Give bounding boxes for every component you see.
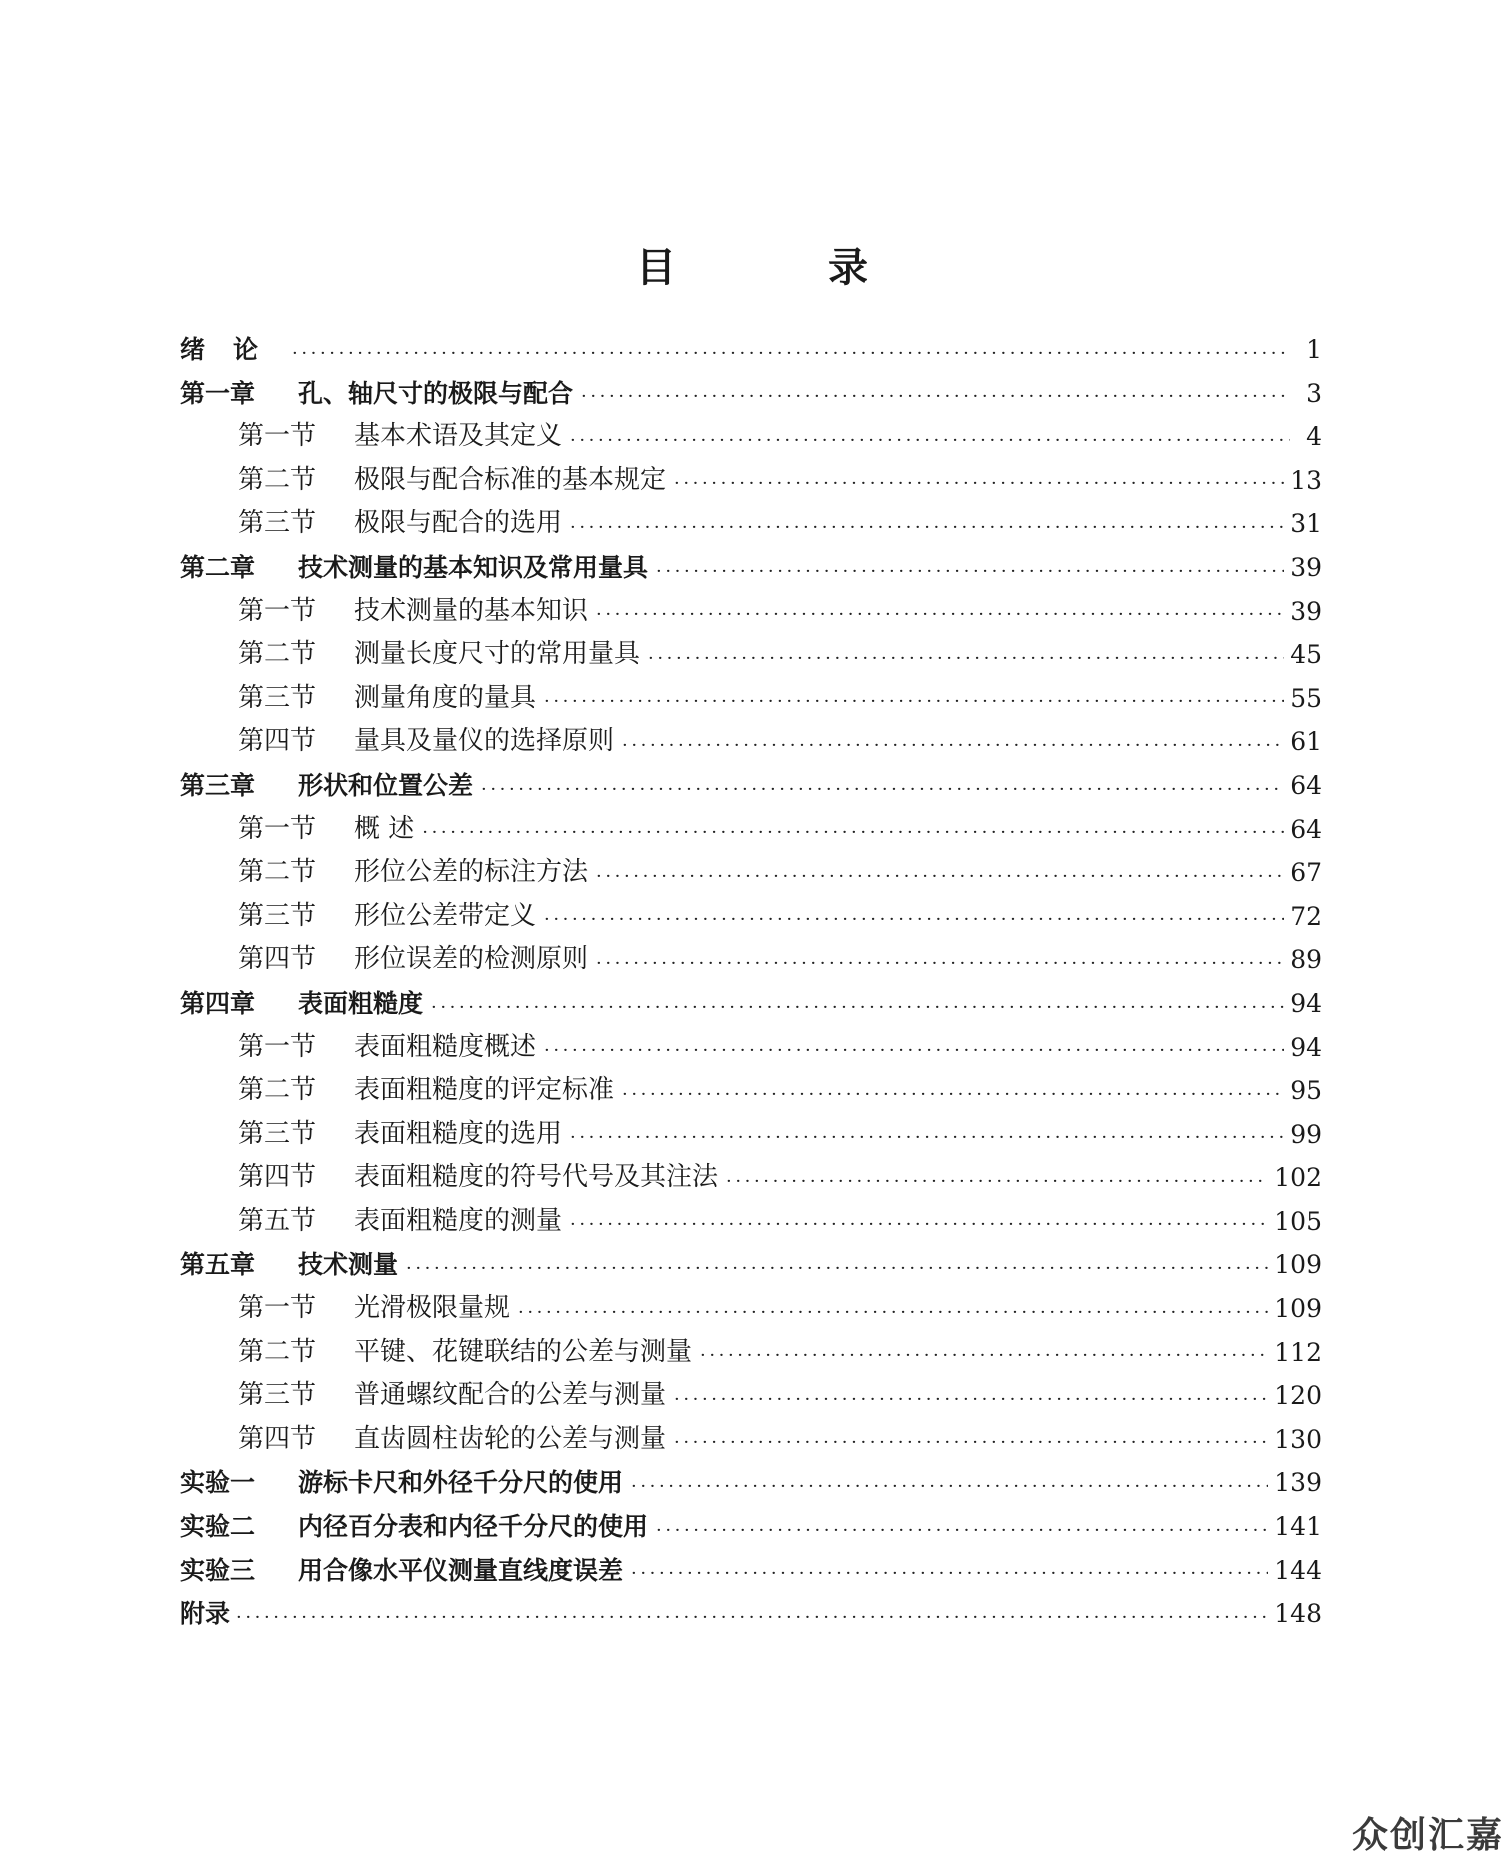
dot-leader (674, 1418, 1268, 1462)
entry-page-number: 55 (1290, 683, 1322, 713)
entry-page-number: 4 (1306, 422, 1322, 452)
toc-entry-appendix[interactable] (180, 1592, 1322, 1636)
entry-label: 实验一 (180, 1468, 256, 1498)
toc-entry-section[interactable] (180, 1331, 1322, 1375)
dot-leader (236, 1592, 1268, 1636)
entry-heading: 测量角度的量具 (354, 682, 537, 713)
toc-entry-section[interactable] (180, 720, 1322, 764)
entry-page-number: 61 (1290, 727, 1322, 757)
entry-heading: 形位误差的检测原则 (354, 944, 589, 975)
entry-page-number: 64 (1290, 770, 1322, 800)
dot-leader (631, 1461, 1268, 1505)
toc-entry-section[interactable] (180, 1200, 1322, 1244)
toc-entry-section[interactable] (180, 1113, 1322, 1157)
toc-entry-section[interactable] (180, 1156, 1322, 1200)
entry-label: 第三节 (238, 1380, 317, 1411)
entry-page-number: 1 (1306, 335, 1322, 364)
dot-leader (570, 415, 1290, 459)
entry-label: 第三节 (238, 682, 317, 713)
dot-leader (544, 895, 1284, 939)
entry-page-number: 109 (1274, 1294, 1322, 1324)
entry-heading: 极限与配合标准的基本规定 (354, 464, 667, 495)
entry-page-number: 94 (1290, 1032, 1322, 1062)
entry-heading: 游标卡尺和外径千分尺的使用 (298, 1468, 624, 1498)
entry-label: 第三节 (238, 508, 317, 539)
dot-leader (544, 1026, 1284, 1070)
entry-page-number: 3 (1306, 378, 1322, 408)
entry-heading: 直齿圆柱齿轮的公差与测量 (354, 1423, 667, 1454)
entry-label: 第三章 (180, 770, 256, 800)
entry-heading: 测量长度尺寸的常用量具 (354, 639, 641, 670)
entry-page-number: 130 (1274, 1424, 1322, 1454)
dot-leader (656, 546, 1284, 590)
toc-entry-section[interactable] (180, 459, 1322, 503)
entry-label: 第四节 (238, 1423, 317, 1454)
entry-heading: 内径百分表和内径千分尺的使用 (298, 1512, 649, 1542)
entry-label: 第五节 (238, 1205, 317, 1236)
entry-label: 第二节 (238, 639, 317, 670)
toc-entry-section[interactable] (180, 1026, 1322, 1070)
entry-heading: 表面粗糙度 (298, 988, 424, 1018)
entry-page-number: 112 (1274, 1337, 1322, 1367)
entry-heading: 形状和位置公差 (298, 770, 474, 800)
dot-leader (431, 982, 1284, 1026)
entry-label: 第四节 (238, 944, 317, 975)
entry-page-number: 64 (1290, 814, 1322, 844)
dot-leader (622, 720, 1284, 764)
entry-page-number: 95 (1290, 1076, 1322, 1106)
toc-entry-section[interactable] (180, 1418, 1322, 1462)
entry-label: 第四节 (238, 1162, 317, 1193)
page-title: 目 录 (636, 245, 924, 291)
entry-label: 第三节 (238, 900, 317, 931)
entry-page-number: 109 (1274, 1250, 1322, 1280)
toc-entry-chapter[interactable] (180, 1461, 1322, 1505)
entry-page-number: 67 (1290, 858, 1322, 888)
toc-entry-chapter[interactable] (180, 546, 1322, 590)
entry-page-number: 105 (1274, 1206, 1322, 1236)
toc-entry-section[interactable] (180, 633, 1322, 677)
dot-leader (656, 1505, 1268, 1549)
entry-label: 第二节 (238, 1336, 317, 1367)
entry-page-number: 31 (1290, 509, 1322, 539)
table-of-contents (180, 328, 1322, 1636)
entry-page-number: 45 (1290, 640, 1322, 670)
toc-entry-section[interactable] (180, 677, 1322, 721)
watermark: 众创汇嘉 (1351, 1815, 1504, 1856)
toc-entry-section[interactable] (180, 590, 1322, 634)
toc-entry-chapter[interactable] (180, 372, 1322, 416)
entry-page-number: 139 (1274, 1468, 1322, 1498)
entry-heading: 表面粗糙度的测量 (354, 1205, 563, 1236)
entry-heading: 技术测量的基本知识 (354, 595, 589, 626)
toc-entry-section[interactable] (180, 808, 1322, 852)
entry-heading: 表面粗糙度概述 (354, 1031, 537, 1062)
entry-label: 第一节 (238, 595, 317, 626)
entry-heading: 平键、花键联结的公差与测量 (354, 1336, 693, 1367)
entry-page-number: 89 (1290, 945, 1322, 975)
entry-heading: 技术测量 (298, 1250, 399, 1280)
entry-label: 实验三 (180, 1555, 256, 1585)
entry-label: 绪论 (180, 335, 287, 364)
entry-label: 第四节 (238, 726, 317, 757)
dot-leader (518, 1287, 1268, 1331)
entry-heading: 普通螺纹配合的公差与测量 (354, 1380, 667, 1411)
dot-leader (596, 590, 1284, 634)
toc-entry-intro[interactable] (180, 328, 1322, 372)
toc-entry-chapter[interactable] (180, 1549, 1322, 1593)
toc-entry-chapter[interactable] (180, 982, 1322, 1026)
dot-leader (581, 372, 1290, 416)
toc-entry-section[interactable] (180, 502, 1322, 546)
entry-label: 第一节 (238, 421, 317, 452)
toc-entry-chapter[interactable] (180, 1505, 1322, 1549)
entry-label: 第一章 (180, 378, 256, 408)
entry-heading: 光滑极限量规 (354, 1293, 511, 1324)
entry-label: 第四章 (180, 988, 256, 1018)
entry-heading: 用合像水平仪测量直线度误差 (298, 1555, 624, 1585)
entry-page-number: 102 (1274, 1163, 1322, 1193)
entry-page-number: 144 (1274, 1555, 1322, 1585)
entry-heading: 孔、轴尺寸的极限与配合 (298, 378, 574, 408)
entry-label: 第一节 (238, 813, 317, 844)
entry-label: 第二章 (180, 552, 256, 582)
entry-label: 第一节 (238, 1031, 317, 1062)
entry-label: 第一节 (238, 1293, 317, 1324)
dot-leader (674, 1374, 1268, 1418)
dot-leader (570, 502, 1284, 546)
entry-label: 第五章 (180, 1250, 256, 1280)
entry-heading: 技术测量的基本知识及常用量具 (298, 552, 649, 582)
dot-leader (422, 808, 1284, 852)
entry-page-number: 141 (1274, 1512, 1322, 1542)
dot-leader (726, 1156, 1268, 1200)
dot-leader (596, 938, 1284, 982)
entry-label: 第三节 (238, 1118, 317, 1149)
entry-heading: 概 述 (354, 813, 415, 844)
dot-leader (648, 633, 1284, 677)
toc-entry-chapter[interactable] (180, 1243, 1322, 1287)
dot-leader (596, 851, 1284, 895)
entry-page-number: 120 (1274, 1381, 1322, 1411)
dot-leader (406, 1243, 1268, 1287)
entry-page-number: 39 (1290, 596, 1322, 626)
entry-heading: 形位公差的标注方法 (354, 857, 589, 888)
entry-heading: 基本术语及其定义 (354, 421, 563, 452)
toc-entry-section[interactable] (180, 415, 1322, 459)
dot-leader (570, 1200, 1268, 1244)
dot-leader (544, 677, 1284, 721)
dot-leader (481, 764, 1284, 808)
entry-label: 实验二 (180, 1512, 256, 1542)
entry-page-number: 13 (1290, 465, 1322, 495)
dot-leader (700, 1331, 1268, 1375)
toc-entry-section[interactable] (180, 895, 1322, 939)
entry-label: 第二节 (238, 1075, 317, 1106)
toc-entry-section[interactable] (180, 851, 1322, 895)
dot-leader (292, 328, 1290, 372)
dot-leader (674, 459, 1284, 503)
entry-label: 第二节 (238, 464, 317, 495)
dot-leader (570, 1113, 1284, 1157)
toc-entry-section[interactable] (180, 1374, 1322, 1418)
entry-heading: 表面粗糙度的选用 (354, 1118, 563, 1149)
entry-page-number: 39 (1290, 552, 1322, 582)
dot-leader (622, 1069, 1284, 1113)
entry-page-number: 72 (1290, 901, 1322, 931)
entry-heading: 极限与配合的选用 (354, 508, 563, 539)
entry-heading: 表面粗糙度的评定标准 (354, 1075, 615, 1106)
toc-entry-section[interactable] (180, 1287, 1322, 1331)
entry-heading: 形位公差带定义 (354, 900, 537, 931)
entry-page-number: 94 (1290, 988, 1322, 1018)
entry-heading: 量具及量仪的选择原则 (354, 726, 615, 757)
toc-entry-chapter[interactable] (180, 764, 1322, 808)
entry-label: 第二节 (238, 857, 317, 888)
entry-page-number: 99 (1290, 1119, 1322, 1149)
entry-page-number: 148 (1274, 1599, 1322, 1629)
entry-label: 附录 (180, 1599, 231, 1629)
toc-entry-section[interactable] (180, 938, 1322, 982)
dot-leader (631, 1549, 1268, 1593)
entry-heading: 表面粗糙度的符号代号及其注法 (354, 1162, 719, 1193)
toc-entry-section[interactable] (180, 1069, 1322, 1113)
